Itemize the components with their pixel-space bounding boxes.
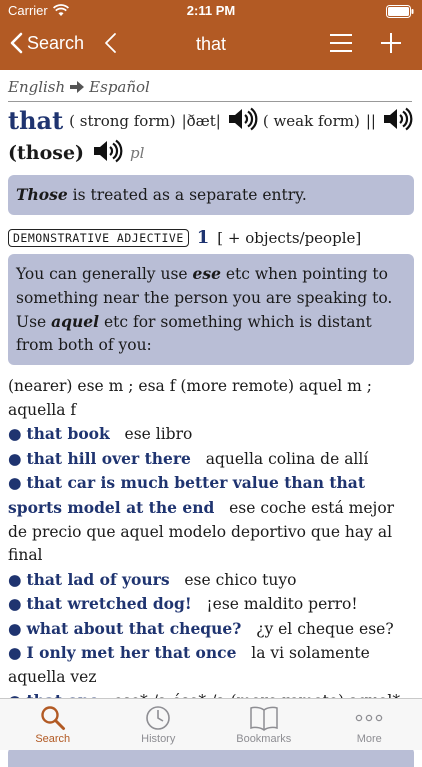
part-of-speech: DEMONSTRATIVE ADJECTIVE xyxy=(8,229,189,247)
entry-content[interactable] xyxy=(0,70,422,698)
speaker-icon[interactable] xyxy=(382,107,412,135)
status-bar xyxy=(0,0,422,22)
example-source: that car is much better value than that sports model at the end xyxy=(8,473,365,517)
example-4[interactable]: ● that lad of yours ese chico tuyo xyxy=(8,568,414,593)
divider xyxy=(8,101,412,102)
tab-bar xyxy=(0,698,422,750)
example-translation: la vi solamente aquella vez xyxy=(8,644,370,686)
example-source: that hill over there xyxy=(26,449,190,468)
example-translation: aquella colina de allí xyxy=(206,450,369,468)
usage-text-1: You can generally use xyxy=(16,265,193,283)
strong-form-ipa: |ðæt| xyxy=(182,112,221,130)
example-source: that lad of yours xyxy=(26,570,169,589)
entry-header xyxy=(8,106,414,135)
sense-header xyxy=(8,227,414,248)
note-keyword: Those xyxy=(16,185,68,204)
search-icon xyxy=(40,705,66,731)
tab-bookmarks[interactable] xyxy=(211,699,317,750)
tab-search[interactable] xyxy=(0,699,106,750)
example-source: what about that cheque? xyxy=(26,619,241,638)
usage-word-ese: ese xyxy=(193,264,221,283)
usage-note xyxy=(8,254,414,365)
example-translation: ¿y el cheque ese? xyxy=(256,620,394,638)
lang-to: Español xyxy=(89,78,150,96)
tab-more[interactable] xyxy=(317,699,422,750)
arrow-right-icon xyxy=(69,80,85,94)
top-bar xyxy=(0,0,422,70)
example-3[interactable]: ● that car is much better value than that sports model at the end ese coche está mejor de precio que aquel modelo deportivo que hay al final xyxy=(8,471,414,567)
usage-word-aquel: aquel xyxy=(51,312,99,331)
battery-icon xyxy=(386,5,414,18)
next-note-box xyxy=(8,747,414,767)
example-1[interactable]: ● that book ese libro xyxy=(8,422,414,447)
example-source: that book xyxy=(26,424,109,443)
plural-form: (those) xyxy=(8,142,84,164)
page-title: that xyxy=(0,34,422,55)
status-time: 2:11 PM xyxy=(0,3,422,18)
example-6[interactable]: ● what about that cheque? ¿y el cheque ese? xyxy=(8,617,414,642)
strong-form-label: ( strong form) xyxy=(69,112,175,130)
example-translation: ese libro xyxy=(125,425,193,443)
usage-text-3: etc for something which is distant from both of you: xyxy=(16,313,372,354)
usage-text-2: etc when pointing to something near the person you are speaking to. Use xyxy=(16,265,392,331)
example-source: that wretched dog! xyxy=(26,594,191,613)
menu-button[interactable] xyxy=(330,33,352,58)
example-5[interactable]: ● that wretched dog! ¡ese maldito perro! xyxy=(8,592,414,617)
example-translation: ese chico tuyo xyxy=(184,571,296,589)
example-translation: ¡ese maldito perro! xyxy=(206,595,357,613)
add-bookmark-button[interactable] xyxy=(380,32,402,59)
tab-label: History xyxy=(141,733,175,745)
example-2[interactable]: ● that hill over there aquella colina de allí xyxy=(8,447,414,472)
cross-reference-note xyxy=(8,175,414,215)
book-icon xyxy=(249,705,279,731)
sense-number: 1 xyxy=(197,227,210,248)
plus-icon xyxy=(380,32,402,54)
speaker-icon[interactable] xyxy=(92,139,122,167)
sense-context: [ + objects/people] xyxy=(217,229,361,247)
speaker-icon[interactable] xyxy=(227,107,257,135)
weak-form-ipa: || xyxy=(366,112,376,130)
language-direction xyxy=(8,78,414,96)
headword: that xyxy=(8,106,63,135)
back-label: Search xyxy=(27,33,84,54)
tab-label: Bookmarks xyxy=(236,733,291,745)
tab-label: Search xyxy=(35,733,70,745)
example-7[interactable]: ● I only met her that once la vi solamente aquella vez xyxy=(8,641,414,689)
example-source: I only met her that once xyxy=(26,643,236,662)
more-icon xyxy=(355,705,383,731)
nav-bar xyxy=(0,22,422,70)
plural-tag: pl xyxy=(130,144,144,162)
list-icon xyxy=(330,33,352,53)
note-text: is treated as a separate entry. xyxy=(68,186,307,204)
tab-history[interactable] xyxy=(106,699,212,750)
example-translation: ese coche está mejor de precio que aquel modelo deportivo que hay al final xyxy=(8,499,394,564)
translations xyxy=(8,375,414,737)
weak-form-label: ( weak form) xyxy=(263,112,360,130)
clock-icon xyxy=(145,705,171,731)
carrier-label: Carrier xyxy=(8,3,48,18)
tab-label: More xyxy=(357,733,382,745)
plural-line xyxy=(8,139,414,167)
lang-from: English xyxy=(8,78,65,96)
translation-line: (nearer) ese m ; esa f (more remote) aquel m ; aquella f xyxy=(8,375,414,422)
